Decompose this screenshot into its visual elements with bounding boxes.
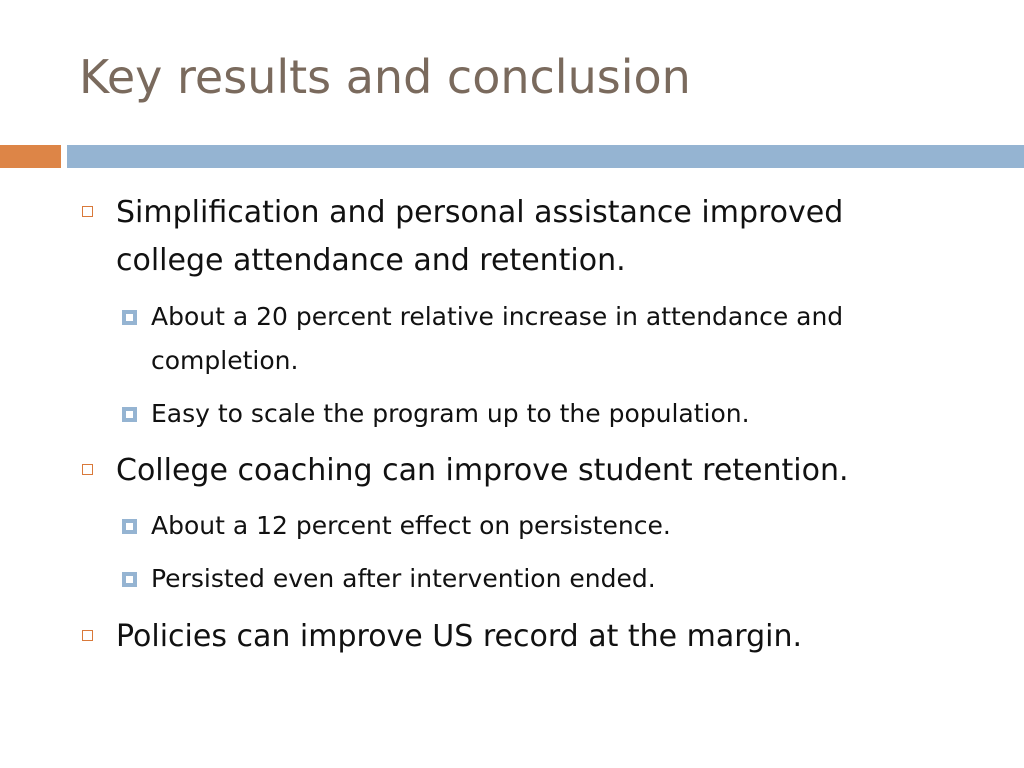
hollow-square-bullet-icon xyxy=(82,464,93,475)
sub-bullet-line: completion. xyxy=(151,346,299,375)
sub-bullet-text xyxy=(151,504,981,548)
bullet-text xyxy=(116,447,956,495)
bullet-line: College coaching can improve student retention. xyxy=(116,453,849,488)
sub-bullet-line: About a 12 percent effect on persistence. xyxy=(151,511,671,540)
bullet-text xyxy=(116,613,956,661)
sub-bullet-line: Easy to scale the program up to the population. xyxy=(151,399,750,428)
sub-bullet-line: About a 20 percent relative increase in attendance and xyxy=(151,302,844,331)
hollow-square-bullet-icon xyxy=(82,206,93,217)
square-bullet-icon xyxy=(122,407,137,422)
bullet-line: Simplification and personal assistance improved xyxy=(116,195,844,230)
sub-bullet-line: Persisted even after intervention ended. xyxy=(151,564,656,593)
square-bullet-icon xyxy=(122,572,137,587)
square-bullet-icon xyxy=(122,310,137,325)
sub-bullet-text xyxy=(151,557,981,601)
bullet-line: college attendance and retention. xyxy=(116,243,626,278)
slide-title: Key results and conclusion xyxy=(79,50,691,104)
bullet-line: Policies can improve US record at the margin. xyxy=(116,619,803,654)
square-bullet-icon xyxy=(122,519,137,534)
sub-bullet-text xyxy=(151,392,981,436)
bullet-text xyxy=(116,189,956,285)
sub-bullet-text xyxy=(151,295,981,383)
hollow-square-bullet-icon xyxy=(82,630,93,641)
